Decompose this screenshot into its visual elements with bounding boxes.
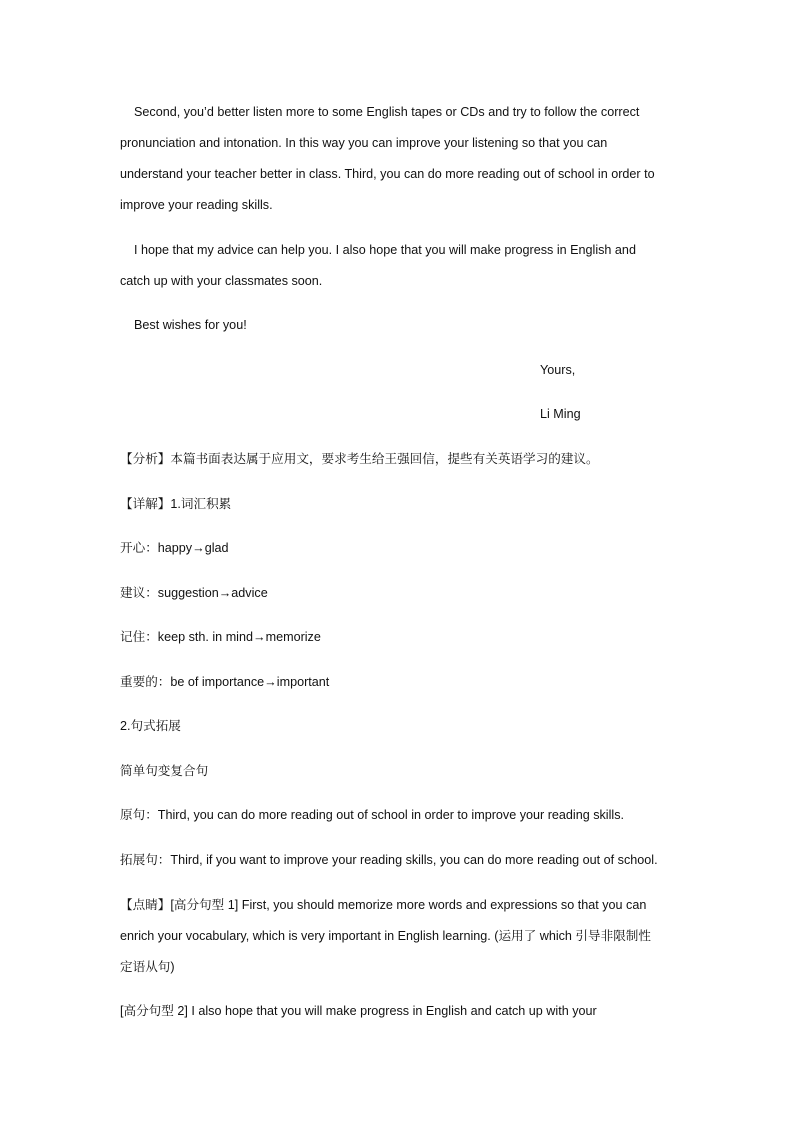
analysis-line: 【分析】本篇书面表达属于应用文，要求考生给王强回信，提些有关英语学习的建议。: [120, 452, 599, 466]
vocab-item: 记住：keep sth. in mind→memorize: [120, 630, 321, 644]
vocab-item: 开心：happy→glad: [120, 541, 229, 555]
letter-paragraph-1-line-2: pronunciation and intonation. In this way you can improve your listening so that you can: [120, 136, 608, 150]
original-sentence: 原句：Third, you can do more reading out of school in order to improve your reading skills.: [120, 808, 624, 822]
highlight-line-1: 【点睛】[高分句型 1] First, you should memorize more words and expressions so that you can: [120, 898, 647, 912]
letter-paragraph-1-line-3: understand your teacher better in class. Third, you can do more reading out of school in order to: [120, 167, 655, 181]
letter-paragraph-2-line-1: I hope that my advice can help you. I also hope that you will make progress in English and: [134, 243, 636, 257]
highlight-line-3: 定语从句): [120, 960, 175, 974]
letter-paragraph-2-line-2: catch up with your classmates soon.: [120, 274, 323, 288]
letter-wishes: Best wishes for you!: [134, 318, 247, 332]
letter-paragraph-1-line-1: Second, you’d better listen more to some English tapes or CDs and try to follow the correct: [134, 105, 640, 119]
letter-paragraph-1-line-4: improve your reading skills.: [120, 198, 273, 212]
highlight-line-2: enrich your vocabulary, which is very important in English learning. (运用了 which 引导非限制性: [120, 929, 651, 943]
section-2-subheading: 简单句变复合句: [120, 764, 209, 778]
letter-closing: Yours,: [540, 363, 576, 377]
vocab-item: 建议：suggestion→advice: [120, 586, 268, 600]
letter-signature: Li Ming: [540, 407, 581, 421]
vocab-item: 重要的：be of importance→important: [120, 675, 330, 689]
highlight-type-2: [高分句型 2] I also hope that you will make progress in English and catch up with your: [120, 1004, 597, 1018]
expanded-sentence: 拓展句：Third, if you want to improve your reading skills, you can do more reading out of school.: [120, 853, 658, 867]
detail-heading: 【详解】1.词汇积累: [120, 497, 232, 511]
section-2-heading: 2.句式拓展: [120, 719, 181, 733]
